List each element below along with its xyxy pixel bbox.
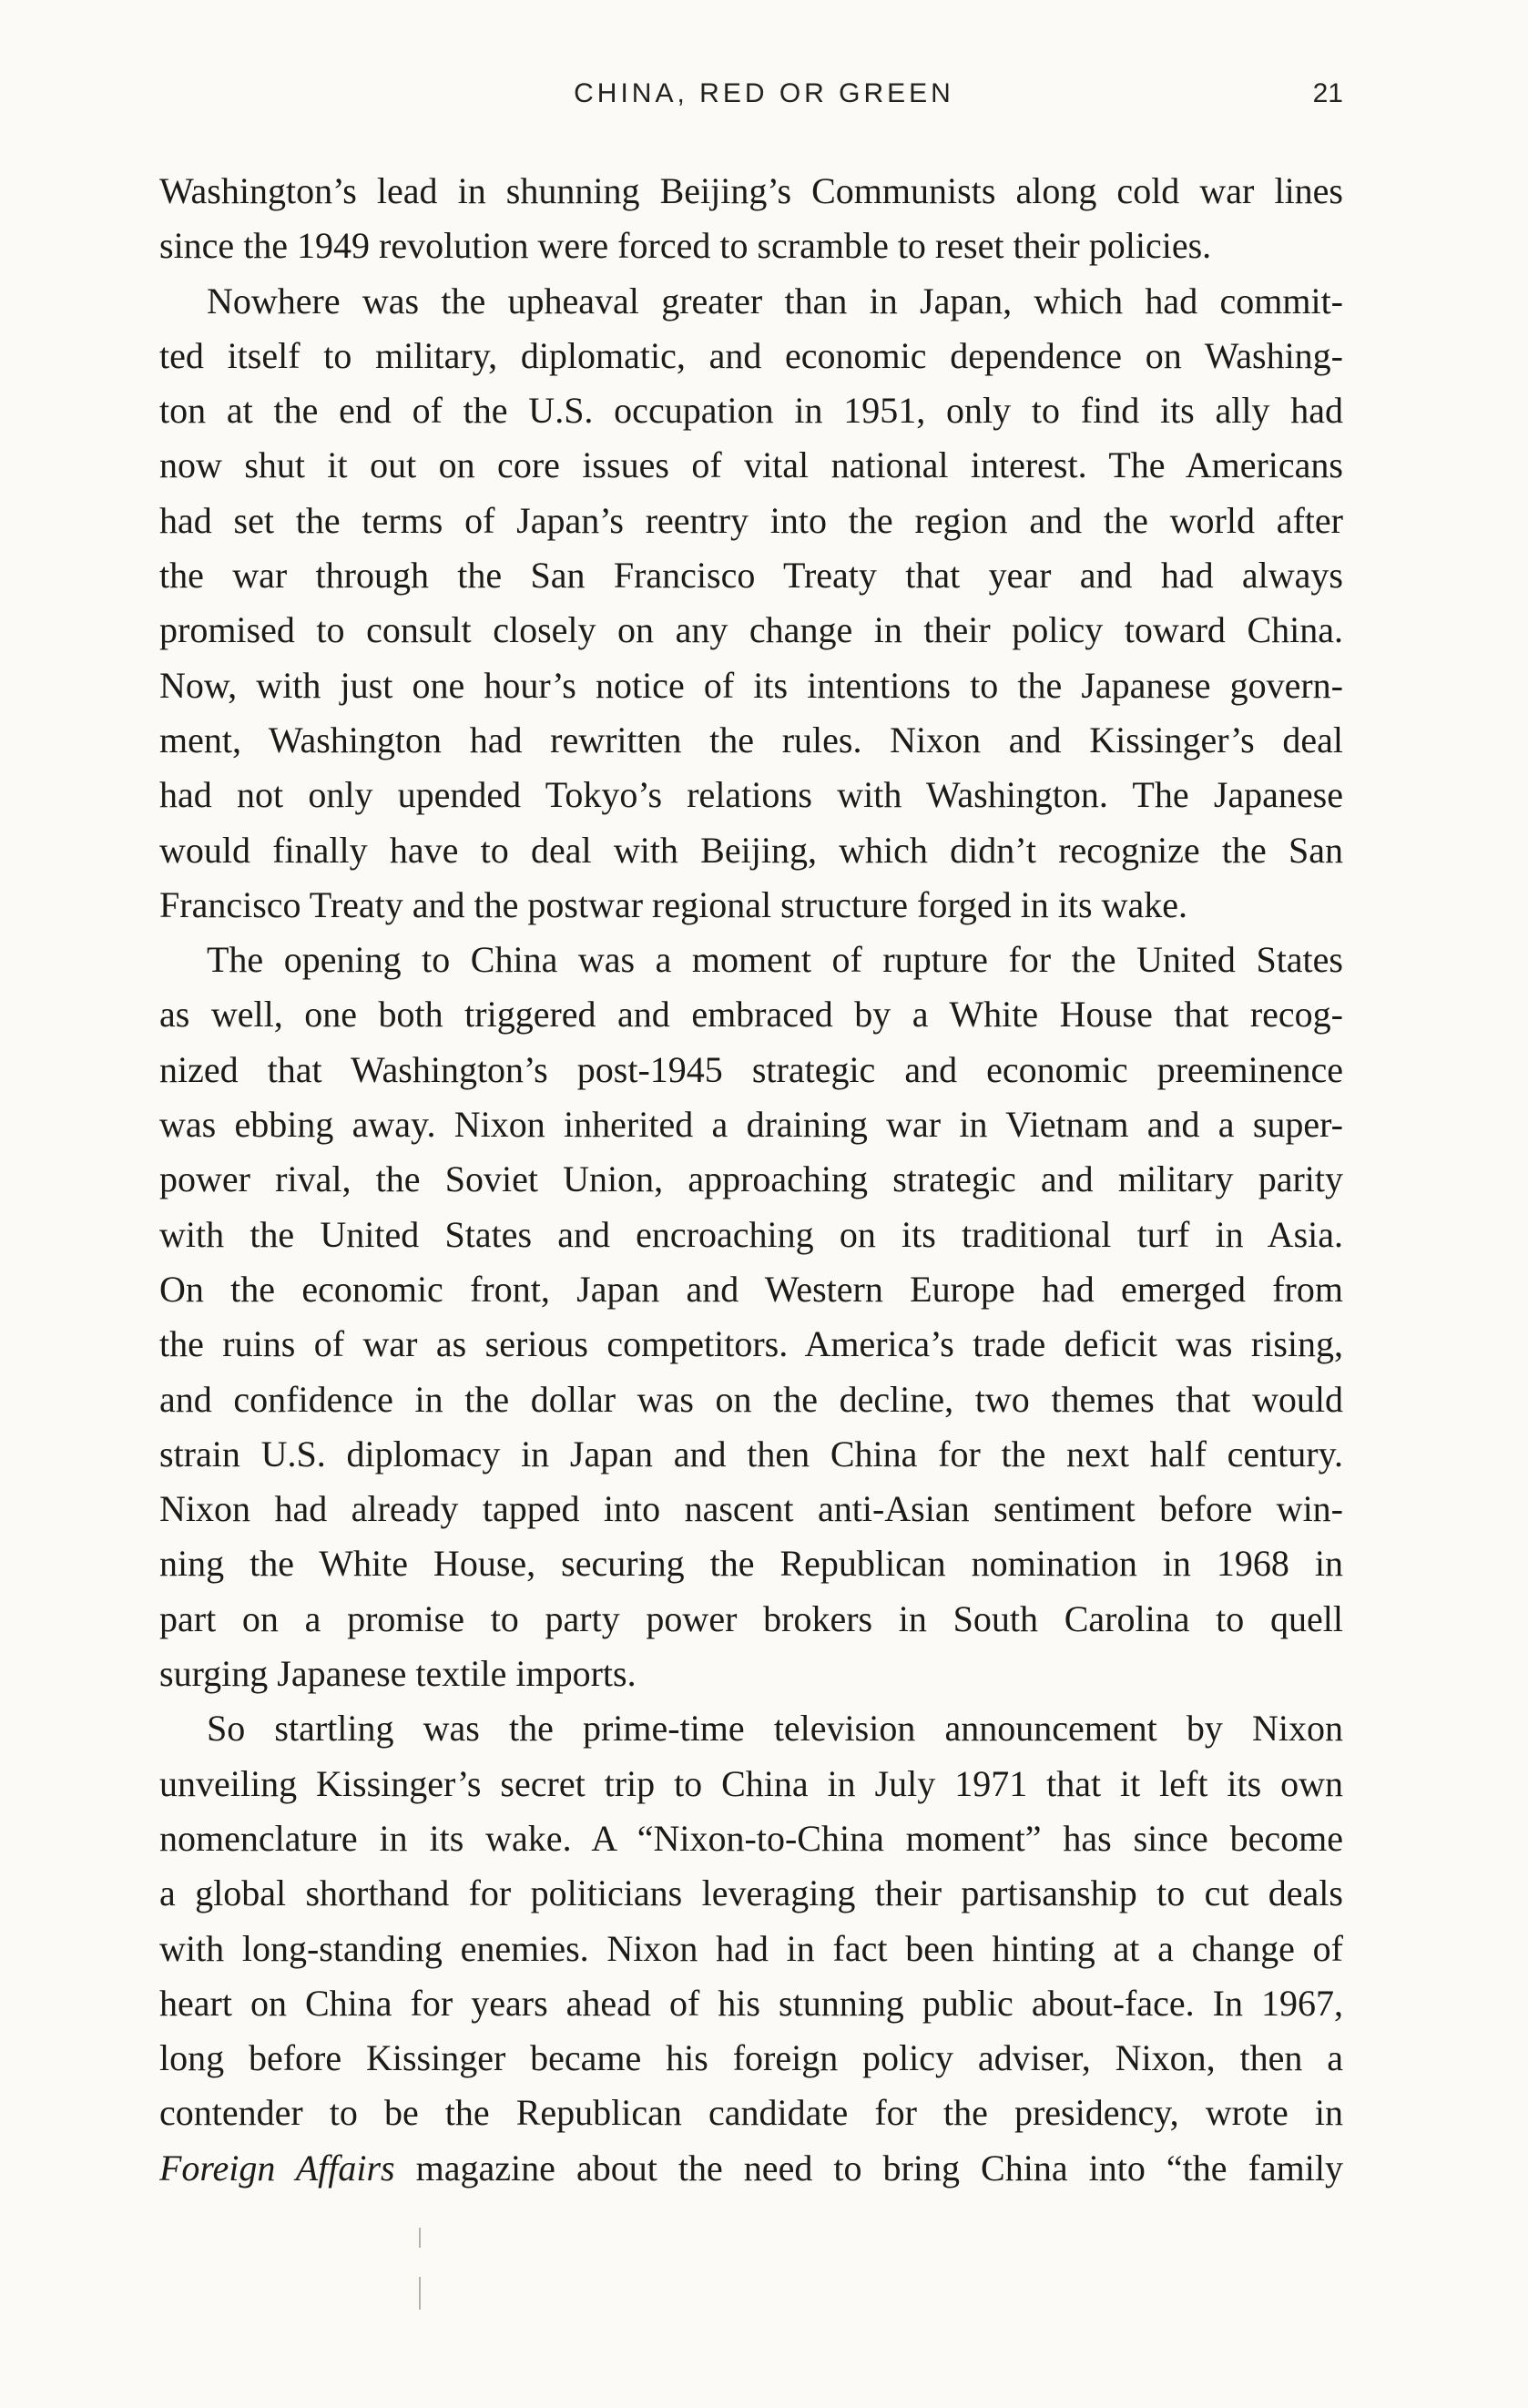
text-line: power rival, the Soviet Union, approaching strategic and military parity: [159, 1158, 1343, 1200]
running-title: CHINA, RED OR GREEN: [574, 78, 954, 108]
text-line: Now, with just one hour’s notice of its intentions to the Japanese govern-: [159, 664, 1343, 706]
text-line: had set the terms of Japan’s reentry into the region and the world after: [159, 499, 1343, 541]
text-line: ning the White House, securing the Republican nomination in 1968 in: [159, 1543, 1343, 1585]
text-line: Washington’s lead in shunning Beijing’s Communists along cold war lines: [159, 170, 1343, 211]
text-line: So startling was the prime-time television announcement by Nixon: [207, 1708, 1343, 1750]
running-head: [0, 78, 1528, 118]
journal-title: Foreign Affairs: [159, 2147, 395, 2189]
scan-mark: [419, 2228, 421, 2248]
text-line: ton at the end of the U.S. occupation in 1951, only to find its ally had: [159, 390, 1343, 432]
text-line: now shut it out on core issues of vital national interest. The Americans: [159, 444, 1343, 486]
text-line: the ruins of war as serious competitors. America’s trade deficit was rising,: [159, 1323, 1343, 1365]
text-line: Nowhere was the upheaval greater than in Japan, which had commit-: [207, 280, 1343, 321]
text-line: heart on China for years ahead of his stunning public about-face. In 1967,: [159, 1982, 1343, 2024]
text-line: had not only upended Tokyo’s relations with Washington. The Japanese: [159, 774, 1343, 816]
text-line: strain U.S. diplomacy in Japan and then China for the next half century.: [159, 1433, 1343, 1474]
text-line: The opening to China was a moment of rupture for the United States: [207, 939, 1343, 981]
scan-mark: [419, 2277, 421, 2310]
text-line: Francisco Treaty and the postwar regional structure forged in its wake.: [159, 883, 1187, 925]
text-line: promised to consult closely on any change in their policy toward China.: [159, 609, 1343, 651]
text-line: contender to be the Republican candidate for the presidency, wrote in: [159, 2092, 1343, 2134]
text-line: would finally have to deal with Beijing, which didn’t recognize the San: [159, 829, 1343, 871]
text-line: a global shorthand for politicians leveraging their partisanship to cut deals: [159, 1872, 1343, 1914]
text-line: as well, one both triggered and embraced by a White House that recog-: [159, 994, 1343, 1036]
page-number: 21: [1312, 78, 1343, 108]
text-line: the war through the San Francisco Treaty that year and had always: [159, 555, 1343, 597]
paragraph: [159, 1701, 1343, 2196]
text-line: part on a promise to party power brokers in South Carolina to quell: [159, 1597, 1343, 1639]
text-line: unveiling Kissinger’s secret trip to China in July 1971 that it left its own: [159, 1762, 1343, 1804]
text-line: long before Kissinger became his foreign policy adviser, Nixon, then a: [159, 2037, 1343, 2079]
text-line: On the economic front, Japan and Western Europe had emerged from: [159, 1268, 1343, 1310]
paragraph: [159, 274, 1343, 934]
text-run: magazine about the need to bring China into “the family: [394, 2147, 1343, 2189]
text-line: Nixon had already tapped into nascent anti-Asian sentiment before win-: [159, 1488, 1343, 1530]
text-line: with long-standing enemies. Nixon had in fact been hinting at a change of: [159, 1927, 1343, 1969]
paragraph: [159, 164, 1343, 274]
paragraph: [159, 933, 1343, 1701]
body-text: [159, 164, 1343, 2196]
text-line: and confidence in the dollar was on the decline, two themes that would: [159, 1378, 1343, 1420]
text-line: ted itself to military, diplomatic, and economic dependence on Washing-: [159, 334, 1343, 376]
text-line: since the 1949 revolution were forced to scramble to reset their policies.: [159, 225, 1212, 267]
text-line: surging Japanese textile imports.: [159, 1653, 637, 1695]
text-line-final: [159, 2141, 1343, 2196]
text-line: nomenclature in its wake. A “Nixon-to-China moment” has since become: [159, 1817, 1343, 1859]
text-line: was ebbing away. Nixon inherited a draining war in Vietnam and a super-: [159, 1104, 1343, 1146]
text-line: ment, Washington had rewritten the rules. Nixon and Kissinger’s deal: [159, 719, 1343, 760]
text-line: nized that Washington’s post-1945 strategic and economic preeminence: [159, 1048, 1343, 1090]
text-line: with the United States and encroaching on its traditional turf in Asia.: [159, 1213, 1343, 1255]
